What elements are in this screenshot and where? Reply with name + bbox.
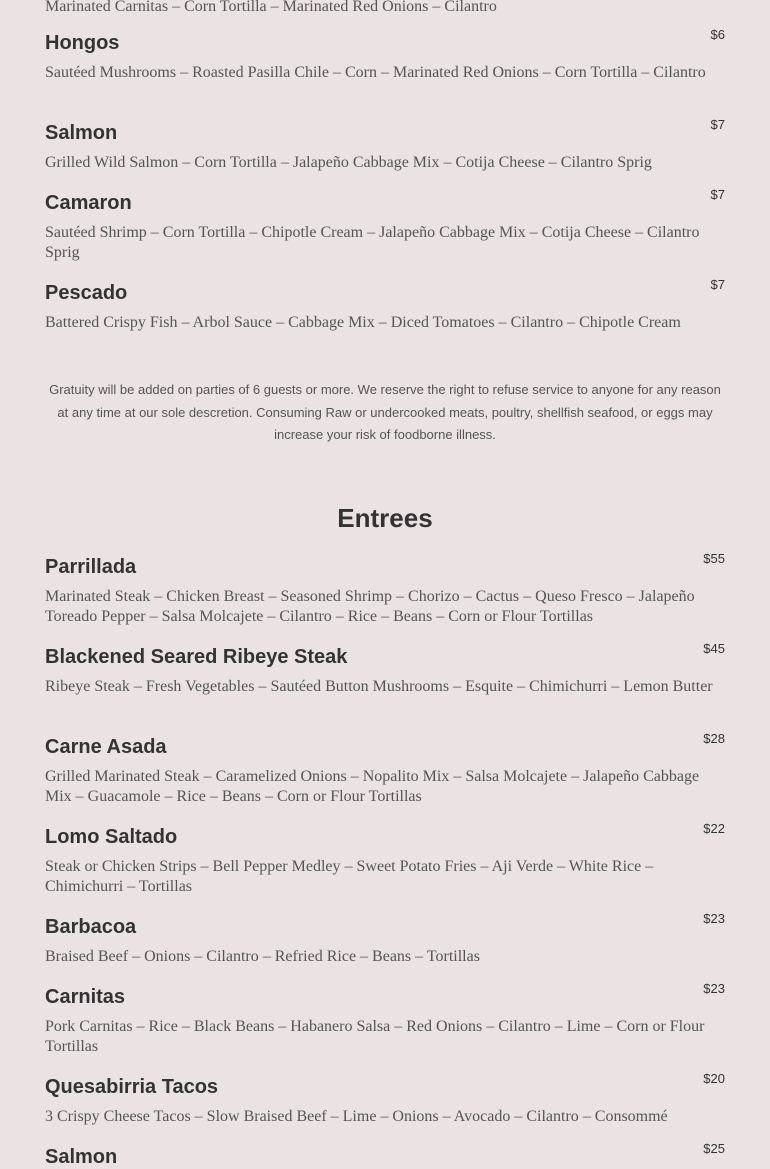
item-name: Hongos — [45, 32, 120, 54]
item-description: Sautéed Mushrooms – Roasted Pasilla Chile – Corn – Marinated Red Onions – Corn Tortilla – Cilantro — [45, 64, 706, 81]
item-price: $23 — [703, 911, 725, 926]
item-description: Grilled Marinated Steak – Caramelized Onions – Nopalito Mix – Salsa Molcajete – Jalapeño Cabbage Mix – Guacamole – Rice – Beans – Corn or Flour Tortillas — [45, 768, 700, 805]
item-description: Steak or Chicken Strips – Bell Pepper Medley – Sweet Potato Fries – Aji Verde – White Rice – Chimichurri – Tortillas — [45, 858, 654, 895]
item-name: Salmon — [45, 1146, 118, 1168]
item-name: Pescado — [45, 282, 128, 304]
item-price: $25 — [703, 1141, 725, 1156]
item-price: $7 — [710, 117, 725, 132]
item-description: Ribeye Steak – Fresh Vegetables – Sautéed Button Mushrooms – Esquite – Chimichurri – Lemon Butter — [45, 678, 713, 695]
item-description: Pork Carnitas – Rice – Black Beans – Habanero Salsa – Red Onions – Cilantro – Lime – Corn or Flour Tortillas — [45, 1018, 705, 1055]
item-name: Blackened Seared Ribeye Steak — [45, 646, 348, 668]
item-name: Salmon — [45, 122, 118, 144]
item-name: Carne Asada — [45, 736, 167, 758]
item-price: $7 — [710, 277, 725, 292]
item-price: $45 — [703, 641, 725, 656]
item-name: Parrillada — [45, 556, 137, 578]
item-price: $22 — [703, 821, 725, 836]
item-description: Marinated Carnitas – Corn Tortilla – Marinated Red Onions – Cilantro — [45, 0, 497, 15]
item-description: Marinated Steak – Chicken Breast – Seasoned Shrimp – Chorizo – Cactus – Queso Fresco – Jalapeño Toreado Pepper – Salsa Molcajete – Cilantro – Rice – Beans – Corn or Flour Tortillas — [45, 588, 695, 625]
item-description: Sautéed Shrimp – Corn Tortilla – Chipotle Cream – Jalapeño Cabbage Mix – Cotija Cheese – Cilantro Sprig — [45, 224, 700, 261]
item-price: $20 — [703, 1071, 725, 1086]
item-price: $7 — [710, 187, 725, 202]
item-name: Barbacoa — [45, 916, 137, 938]
gratuity-notice: Gratuity will be added on parties of 6 guests or more. We reserve the right to refuse service to anyone for any reason at any time at our sole descretion. Consuming Raw or undercooked meats, poultry, shellfish seafood, or eggs may increase your risk of foodborne illness. — [49, 382, 721, 442]
item-name: Camaron — [45, 192, 132, 214]
item-description: Battered Crispy Fish – Arbol Sauce – Cabbage Mix – Diced Tomatoes – Cilantro – Chipotle Cream — [45, 314, 681, 331]
item-price: $55 — [703, 551, 725, 566]
section-title-entrees: Entrees — [337, 503, 433, 533]
item-name: Quesabirria Tacos — [45, 1076, 219, 1098]
item-price: $6 — [710, 27, 725, 42]
item-price: $28 — [703, 731, 725, 746]
item-description: 3 Crispy Cheese Tacos – Slow Braised Beef – Lime – Onions – Avocado – Cilantro – Consommé — [45, 1108, 668, 1125]
item-name: Carnitas — [45, 986, 126, 1008]
item-price: $23 — [703, 981, 725, 996]
item-name: Lomo Saltado — [45, 826, 178, 848]
item-description: Grilled Wild Salmon – Corn Tortilla – Jalapeño Cabbage Mix – Cotija Cheese – Cilantro Sprig — [45, 154, 652, 171]
item-description: Braised Beef – Onions – Cilantro – Refried Rice – Beans – Tortillas — [45, 948, 480, 965]
